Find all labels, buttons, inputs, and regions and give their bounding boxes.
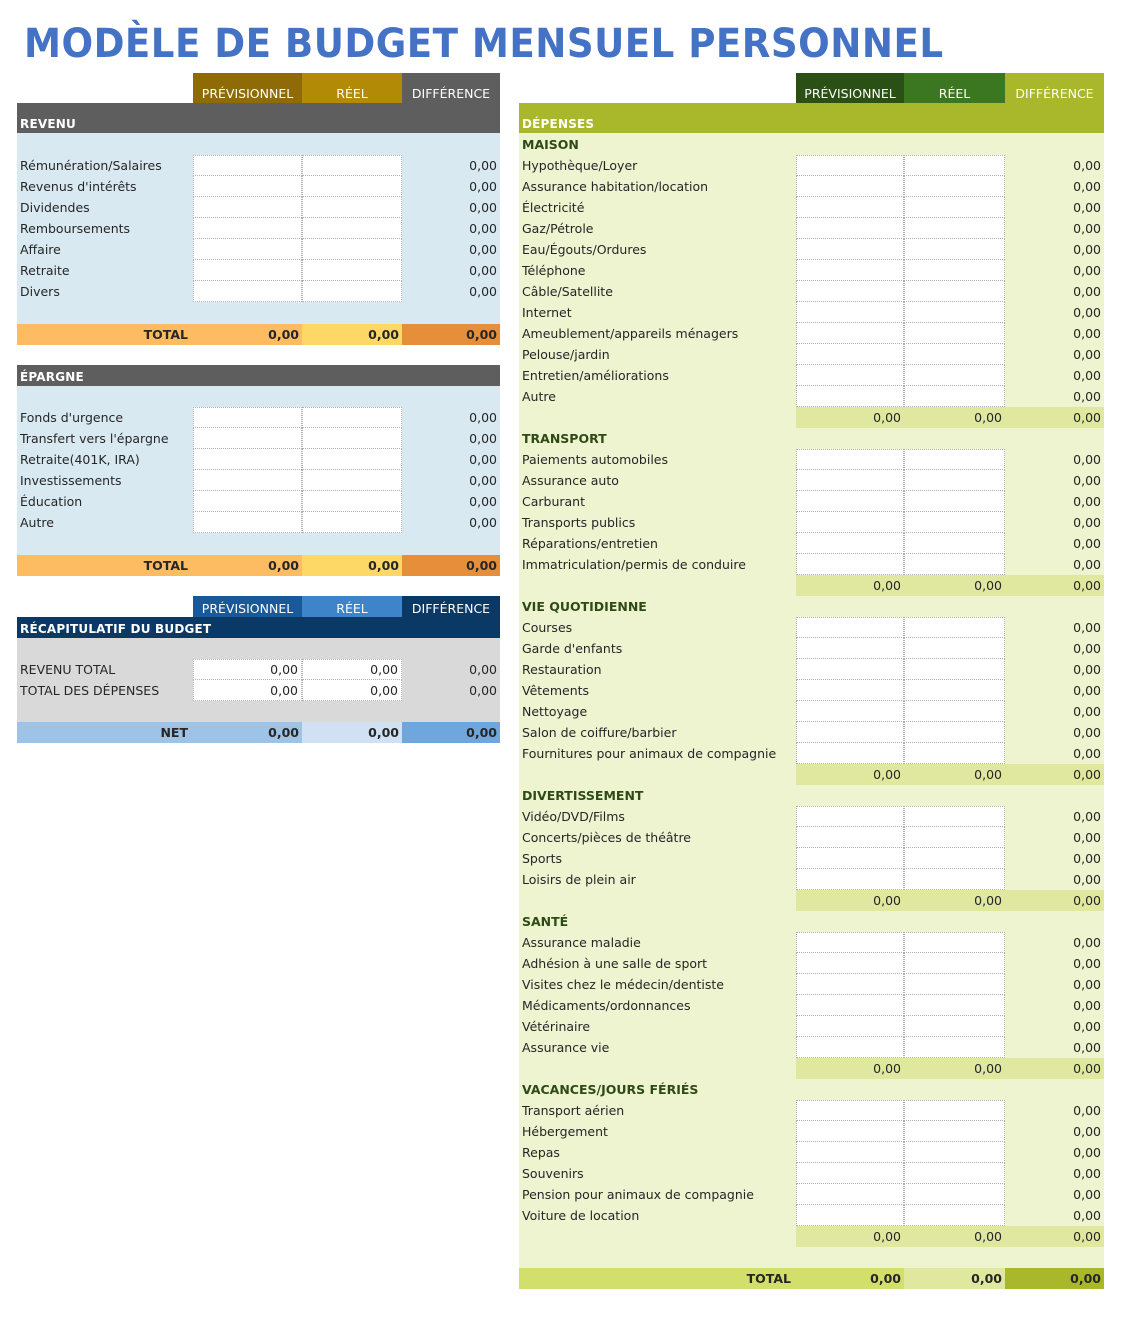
reel-input[interactable] xyxy=(904,1205,1005,1226)
previsionnel-input[interactable] xyxy=(796,638,904,659)
row-label: Investissements xyxy=(20,473,122,488)
difference-value: 0,00 xyxy=(1073,851,1101,866)
previsionnel-input[interactable] xyxy=(193,260,302,281)
expense-row-label: Eau/Égouts/Ordures xyxy=(522,242,647,257)
previsionnel-input[interactable] xyxy=(796,218,904,239)
reel-input[interactable] xyxy=(904,176,1005,197)
previsionnel-input[interactable] xyxy=(796,701,904,722)
expense-row-label: Restauration xyxy=(522,662,602,677)
category-header: SANTÉ xyxy=(522,914,569,929)
reel-input[interactable] xyxy=(904,323,1005,344)
difference-value: 0,00 xyxy=(469,431,497,446)
reel-input[interactable] xyxy=(904,869,1005,890)
difference-value: 0,00 xyxy=(1073,1103,1101,1118)
previsionnel-input[interactable] xyxy=(796,344,904,365)
expense-row-label: Ameublement/appareils ménagers xyxy=(522,326,739,341)
category-header: TRANSPORT xyxy=(522,431,607,446)
expense-row-label: Adhésion à une salle de sport xyxy=(522,956,708,971)
difference-value: 0,00 xyxy=(469,179,497,194)
difference-value: 0,00 xyxy=(1073,452,1101,467)
row-label: Transfert vers l'épargne xyxy=(20,431,169,446)
section-header-recapitulatif: RÉCAPITULATIF DU BUDGET xyxy=(17,617,500,638)
expense-row-label: Voiture de location xyxy=(522,1208,640,1223)
subtotal-previsionnel: 0,00 xyxy=(873,767,901,782)
reel-input[interactable] xyxy=(904,1142,1005,1163)
difference-value: 0,00 xyxy=(1073,1040,1101,1055)
row-label: Divers xyxy=(20,284,60,299)
reel-input[interactable] xyxy=(302,218,402,239)
previsionnel-input[interactable] xyxy=(796,1205,904,1226)
expense-row-label: Autre xyxy=(522,389,556,404)
total-label: TOTAL xyxy=(746,1271,791,1286)
total-reel: 0,00 xyxy=(368,558,399,573)
reel-input[interactable] xyxy=(904,659,1005,680)
reel-input[interactable] xyxy=(302,239,402,260)
previsionnel-input[interactable] xyxy=(796,1037,904,1058)
previsionnel-input[interactable] xyxy=(796,155,904,176)
reel-input[interactable] xyxy=(904,260,1005,281)
total-label: TOTAL xyxy=(143,327,188,342)
row-label: Retraite xyxy=(20,263,70,278)
reel-input[interactable] xyxy=(904,638,1005,659)
previsionnel-input[interactable] xyxy=(796,1121,904,1142)
difference-value: 0,00 xyxy=(1073,347,1101,362)
subtotal-previsionnel: 0,00 xyxy=(873,1061,901,1076)
reel-input[interactable] xyxy=(904,701,1005,722)
reel-input[interactable] xyxy=(904,218,1005,239)
expense-row-label: Courses xyxy=(522,620,573,635)
difference-value: 0,00 xyxy=(1073,221,1101,236)
difference-value: 0,00 xyxy=(469,473,497,488)
previsionnel-input[interactable] xyxy=(796,323,904,344)
difference-value: 0,00 xyxy=(469,452,497,467)
subtotal-reel: 0,00 xyxy=(974,767,1002,782)
reel-input[interactable] xyxy=(904,281,1005,302)
total-previsionnel: 0,00 xyxy=(268,558,299,573)
previsionnel-input[interactable] xyxy=(796,1163,904,1184)
difference-value: 0,00 xyxy=(1073,956,1101,971)
reel-input[interactable] xyxy=(302,197,402,218)
subtotal-previsionnel: 0,00 xyxy=(873,410,901,425)
previsionnel-input[interactable] xyxy=(796,848,904,869)
expense-row-label: Vêtements xyxy=(522,683,590,698)
difference-value: 0,00 xyxy=(1073,284,1101,299)
reel-input[interactable] xyxy=(904,155,1005,176)
total-difference: 0,00 xyxy=(466,558,497,573)
difference-value: 0,00 xyxy=(469,284,497,299)
previsionnel-input[interactable] xyxy=(796,281,904,302)
reel-input[interactable] xyxy=(302,449,402,470)
subtotal-difference: 0,00 xyxy=(1073,893,1101,908)
expense-row-label: Sports xyxy=(522,851,563,866)
category-header: VIE QUOTIDIENNE xyxy=(522,599,647,614)
previsionnel-input[interactable] xyxy=(796,1184,904,1205)
row-label: Éducation xyxy=(20,494,83,509)
previsionnel-input[interactable] xyxy=(796,554,904,575)
previsionnel-input[interactable] xyxy=(796,176,904,197)
expense-row-label: Souvenirs xyxy=(522,1166,584,1181)
expense-row-label: Assurance maladie xyxy=(522,935,641,950)
previsionnel-input[interactable] xyxy=(796,722,904,743)
row-label: Affaire xyxy=(20,242,61,257)
recap-previsionnel-value: 0,00 xyxy=(193,659,302,680)
previsionnel-input[interactable] xyxy=(193,470,302,491)
reel-input[interactable] xyxy=(904,995,1005,1016)
difference-value: 0,00 xyxy=(1073,263,1101,278)
total-difference: 0,00 xyxy=(1070,1271,1101,1286)
subtotal-reel: 0,00 xyxy=(974,893,1002,908)
reel-input[interactable] xyxy=(904,932,1005,953)
subtotal-reel: 0,00 xyxy=(974,410,1002,425)
difference-value: 0,00 xyxy=(1073,872,1101,887)
difference-value: 0,00 xyxy=(1073,725,1101,740)
reel-input[interactable] xyxy=(904,848,1005,869)
expense-row-label: Entretien/améliorations xyxy=(522,368,669,383)
reel-input[interactable] xyxy=(904,302,1005,323)
previsionnel-input[interactable] xyxy=(796,1100,904,1121)
expense-row-label: Transports publics xyxy=(522,515,636,530)
reel-input[interactable] xyxy=(904,386,1005,407)
previsionnel-input[interactable] xyxy=(193,407,302,428)
difference-value: 0,00 xyxy=(1073,704,1101,719)
total-reel: 0,00 xyxy=(368,327,399,342)
reel-input[interactable] xyxy=(302,281,402,302)
expense-row-label: Médicaments/ordonnances xyxy=(522,998,691,1013)
difference-value: 0,00 xyxy=(1073,1145,1101,1160)
difference-value: 0,00 xyxy=(1073,305,1101,320)
expense-row-label: Câble/Satellite xyxy=(522,284,613,299)
reel-input[interactable] xyxy=(904,1163,1005,1184)
expense-row-label: Paiements automobiles xyxy=(522,452,669,467)
total-previsionnel: 0,00 xyxy=(268,327,299,342)
difference-value: 0,00 xyxy=(1073,242,1101,257)
reel-input[interactable] xyxy=(904,1100,1005,1121)
expense-row-label: Visites chez le médecin/dentiste xyxy=(522,977,724,992)
difference-value: 0,00 xyxy=(1073,746,1101,761)
category-header: MAISON xyxy=(522,137,579,152)
expenses-column-previsionnel: PRÉVISIONNEL xyxy=(796,73,904,103)
difference-value: 0,00 xyxy=(1073,683,1101,698)
recap-reel-value: 0,00 xyxy=(302,659,402,680)
reel-input[interactable] xyxy=(904,512,1005,533)
previsionnel-input[interactable] xyxy=(796,806,904,827)
previsionnel-input[interactable] xyxy=(796,512,904,533)
reel-input[interactable] xyxy=(904,827,1005,848)
total-label: NET xyxy=(160,725,188,740)
previsionnel-input[interactable] xyxy=(796,743,904,764)
row-label: Dividendes xyxy=(20,200,90,215)
expense-row-label: Internet xyxy=(522,305,572,320)
difference-value: 0,00 xyxy=(1073,641,1101,656)
expense-row-label: Loisirs de plein air xyxy=(522,872,636,887)
difference-value: 0,00 xyxy=(469,158,497,173)
subtotal-previsionnel: 0,00 xyxy=(873,578,901,593)
expense-row-label: Téléphone xyxy=(522,263,586,278)
reel-input[interactable] xyxy=(904,1016,1005,1037)
reel-input[interactable] xyxy=(904,533,1005,554)
expense-row-label: Salon de coiffure/barbier xyxy=(522,725,677,740)
difference-value: 0,00 xyxy=(1073,1019,1101,1034)
reel-input[interactable] xyxy=(904,1184,1005,1205)
reel-input[interactable] xyxy=(302,176,402,197)
expense-row-label: Pension pour animaux de compagnie xyxy=(522,1187,754,1202)
row-label: Remboursements xyxy=(20,221,131,236)
previsionnel-input[interactable] xyxy=(796,491,904,512)
row-label: Rémunération/Salaires xyxy=(20,158,162,173)
total-reel: 0,00 xyxy=(368,725,399,740)
difference-value: 0,00 xyxy=(469,221,497,236)
difference-value: 0,00 xyxy=(1073,1208,1101,1223)
expense-row-label: Électricité xyxy=(522,200,585,215)
expense-row-label: Fournitures pour animaux de compagnie xyxy=(522,746,777,761)
column-header-difference: DIFFÉRENCE xyxy=(402,73,500,103)
difference-value: 0,00 xyxy=(1073,389,1101,404)
total-label: TOTAL xyxy=(143,558,188,573)
reel-input[interactable] xyxy=(904,1037,1005,1058)
previsionnel-input[interactable] xyxy=(193,176,302,197)
recap-difference-value: 0,00 xyxy=(469,683,497,698)
previsionnel-input[interactable] xyxy=(796,617,904,638)
subtotal-difference: 0,00 xyxy=(1073,767,1101,782)
expense-row-label: Vétérinaire xyxy=(522,1019,591,1034)
expense-row-label: Garde d'enfants xyxy=(522,641,623,656)
total-difference: 0,00 xyxy=(466,725,497,740)
expense-row-label: Réparations/entretien xyxy=(522,536,658,551)
previsionnel-input[interactable] xyxy=(796,1142,904,1163)
reel-input[interactable] xyxy=(904,974,1005,995)
difference-value: 0,00 xyxy=(1073,473,1101,488)
previsionnel-input[interactable] xyxy=(796,680,904,701)
previsionnel-input[interactable] xyxy=(796,260,904,281)
previsionnel-input[interactable] xyxy=(193,155,302,176)
expense-row-label: Vidéo/DVD/Films xyxy=(522,809,625,824)
expenses-column-difference: DIFFÉRENCE xyxy=(1005,73,1104,103)
recap-column-previsionnel: PRÉVISIONNEL xyxy=(193,596,302,617)
expense-row-label: Gaz/Pétrole xyxy=(522,221,594,236)
previsionnel-input[interactable] xyxy=(193,491,302,512)
section-header-depenses: DÉPENSES xyxy=(519,103,1104,133)
difference-value: 0,00 xyxy=(1073,662,1101,677)
row-label: Autre xyxy=(20,515,54,530)
column-header-previsionnel: PRÉVISIONNEL xyxy=(193,73,302,103)
recap-difference-value: 0,00 xyxy=(469,662,497,677)
difference-value: 0,00 xyxy=(469,200,497,215)
difference-value: 0,00 xyxy=(469,263,497,278)
difference-value: 0,00 xyxy=(1073,494,1101,509)
difference-value: 0,00 xyxy=(1073,998,1101,1013)
section-header-epargne: ÉPARGNE xyxy=(17,365,500,386)
category-header: VACANCES/JOURS FÉRIÉS xyxy=(522,1082,699,1097)
previsionnel-input[interactable] xyxy=(796,302,904,323)
subtotal-reel: 0,00 xyxy=(974,1061,1002,1076)
subtotal-difference: 0,00 xyxy=(1073,1229,1101,1244)
previsionnel-input[interactable] xyxy=(796,449,904,470)
difference-value: 0,00 xyxy=(1073,536,1101,551)
recap-previsionnel-value: 0,00 xyxy=(193,680,302,701)
difference-value: 0,00 xyxy=(1073,1124,1101,1139)
reel-input[interactable] xyxy=(302,470,402,491)
recap-row-label: TOTAL DES DÉPENSES xyxy=(20,683,160,698)
expense-row-label: Pelouse/jardin xyxy=(522,347,610,362)
reel-input[interactable] xyxy=(904,470,1005,491)
reel-input[interactable] xyxy=(904,953,1005,974)
previsionnel-input[interactable] xyxy=(796,386,904,407)
page-title: MODÈLE DE BUDGET MENSUEL PERSONNEL xyxy=(24,21,944,67)
difference-value: 0,00 xyxy=(1073,830,1101,845)
expense-row-label: Nettoyage xyxy=(522,704,588,719)
reel-input[interactable] xyxy=(904,1121,1005,1142)
difference-value: 0,00 xyxy=(469,494,497,509)
reel-input[interactable] xyxy=(302,491,402,512)
difference-value: 0,00 xyxy=(1073,1187,1101,1202)
previsionnel-input[interactable] xyxy=(193,281,302,302)
difference-value: 0,00 xyxy=(469,410,497,425)
expense-row-label: Repas xyxy=(522,1145,560,1160)
difference-value: 0,00 xyxy=(1073,200,1101,215)
expense-row-label: Transport aérien xyxy=(522,1103,625,1118)
reel-input[interactable] xyxy=(904,365,1005,386)
difference-value: 0,00 xyxy=(1073,557,1101,572)
previsionnel-input[interactable] xyxy=(796,470,904,491)
total-reel: 0,00 xyxy=(971,1271,1002,1286)
total-previsionnel: 0,00 xyxy=(268,725,299,740)
reel-input[interactable] xyxy=(302,512,402,533)
previsionnel-input[interactable] xyxy=(796,869,904,890)
previsionnel-input[interactable] xyxy=(796,239,904,260)
expense-row-label: Assurance vie xyxy=(522,1040,610,1055)
expense-row-label: Concerts/pièces de théâtre xyxy=(522,830,692,845)
reel-input[interactable] xyxy=(904,491,1005,512)
total-previsionnel: 0,00 xyxy=(870,1271,901,1286)
previsionnel-input[interactable] xyxy=(193,449,302,470)
subtotal-reel: 0,00 xyxy=(974,578,1002,593)
row-label: Revenus d'intérêts xyxy=(20,179,137,194)
expense-row-label: Assurance habitation/location xyxy=(522,179,709,194)
previsionnel-input[interactable] xyxy=(796,659,904,680)
category-header: DIVERTISSEMENT xyxy=(522,788,644,803)
total-difference: 0,00 xyxy=(466,327,497,342)
difference-value: 0,00 xyxy=(1073,935,1101,950)
subtotal-difference: 0,00 xyxy=(1073,1061,1101,1076)
difference-value: 0,00 xyxy=(469,515,497,530)
subtotal-previsionnel: 0,00 xyxy=(873,1229,901,1244)
reel-input[interactable] xyxy=(302,260,402,281)
difference-value: 0,00 xyxy=(1073,326,1101,341)
reel-input[interactable] xyxy=(904,806,1005,827)
section-header-revenu: REVENU xyxy=(17,103,500,133)
recap-column-reel: RÉEL xyxy=(302,596,402,617)
expense-row-label: Hébergement xyxy=(522,1124,608,1139)
difference-value: 0,00 xyxy=(469,242,497,257)
subtotal-difference: 0,00 xyxy=(1073,578,1101,593)
subtotal-difference: 0,00 xyxy=(1073,410,1101,425)
subtotal-previsionnel: 0,00 xyxy=(873,893,901,908)
previsionnel-input[interactable] xyxy=(796,1016,904,1037)
previsionnel-input[interactable] xyxy=(193,197,302,218)
row-label: Retraite(401K, IRA) xyxy=(20,452,140,467)
reel-input[interactable] xyxy=(904,617,1005,638)
previsionnel-input[interactable] xyxy=(796,953,904,974)
reel-input[interactable] xyxy=(904,722,1005,743)
previsionnel-input[interactable] xyxy=(796,932,904,953)
previsionnel-input[interactable] xyxy=(193,218,302,239)
difference-value: 0,00 xyxy=(1073,620,1101,635)
difference-value: 0,00 xyxy=(1073,179,1101,194)
previsionnel-input[interactable] xyxy=(796,827,904,848)
previsionnel-input[interactable] xyxy=(193,428,302,449)
reel-input[interactable] xyxy=(904,743,1005,764)
difference-value: 0,00 xyxy=(1073,368,1101,383)
reel-input[interactable] xyxy=(904,449,1005,470)
difference-value: 0,00 xyxy=(1073,809,1101,824)
recap-reel-value: 0,00 xyxy=(302,680,402,701)
expense-row-label: Carburant xyxy=(522,494,586,509)
reel-input[interactable] xyxy=(904,197,1005,218)
reel-input[interactable] xyxy=(904,239,1005,260)
subtotal-reel: 0,00 xyxy=(974,1229,1002,1244)
difference-value: 0,00 xyxy=(1073,977,1101,992)
expenses-column-reel: RÉEL xyxy=(904,73,1005,103)
previsionnel-input[interactable] xyxy=(796,533,904,554)
previsionnel-input[interactable] xyxy=(796,365,904,386)
row-label: Fonds d'urgence xyxy=(20,410,124,425)
difference-value: 0,00 xyxy=(1073,158,1101,173)
difference-value: 0,00 xyxy=(1073,1166,1101,1181)
expense-row-label: Immatriculation/permis de conduire xyxy=(522,557,746,572)
difference-value: 0,00 xyxy=(1073,515,1101,530)
expense-row-label: Hypothèque/Loyer xyxy=(522,158,638,173)
previsionnel-input[interactable] xyxy=(193,239,302,260)
recap-column-difference: DIFFÉRENCE xyxy=(402,596,500,617)
column-header-reel: RÉEL xyxy=(302,73,402,103)
recap-row-label: REVENU TOTAL xyxy=(20,662,116,677)
expense-row-label: Assurance auto xyxy=(522,473,619,488)
previsionnel-input[interactable] xyxy=(193,512,302,533)
previsionnel-input[interactable] xyxy=(796,197,904,218)
reel-input[interactable] xyxy=(904,680,1005,701)
reel-input[interactable] xyxy=(904,554,1005,575)
reel-input[interactable] xyxy=(302,155,402,176)
reel-input[interactable] xyxy=(904,344,1005,365)
previsionnel-input[interactable] xyxy=(796,974,904,995)
reel-input[interactable] xyxy=(302,407,402,428)
previsionnel-input[interactable] xyxy=(796,995,904,1016)
reel-input[interactable] xyxy=(302,428,402,449)
